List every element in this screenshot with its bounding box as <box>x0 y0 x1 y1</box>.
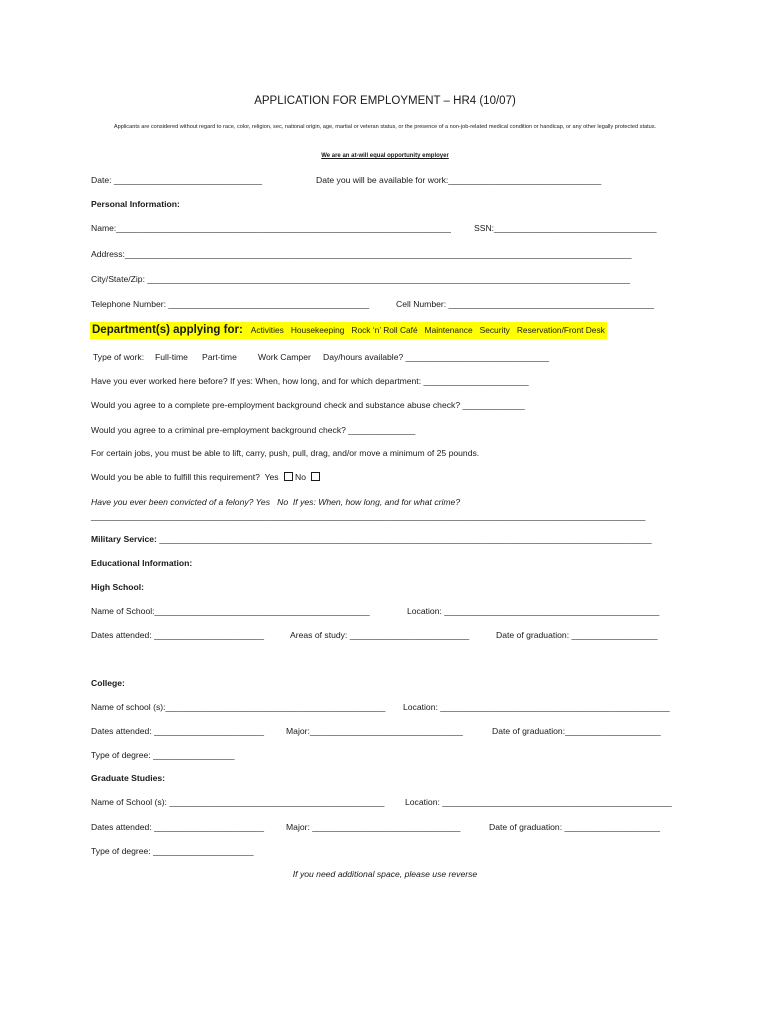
telephone-field[interactable]: Telephone Number: __________________________________________ <box>91 299 370 309</box>
equal-opportunity-notice: Applicants are considered without regard to race, color, religion, sec, national origin, age, martial or veteran status, or the presence of a non-job-related medical condition or handicap, or any other legally protected status. <box>113 124 657 130</box>
dept-option-activities[interactable]: Activities <box>250 325 284 336</box>
college-dates-field[interactable]: Dates attended: _______________________ <box>91 726 264 736</box>
hs-areas-field[interactable]: Areas of study: _________________________ <box>290 630 470 640</box>
date-field[interactable]: Date: _______________________________ <box>91 175 263 185</box>
city-state-zip-field[interactable]: City/State/Zip: _____________________________________________________________________________________________________ <box>91 274 631 284</box>
college-major-field[interactable]: Major:________________________________ <box>286 726 463 736</box>
grad-dates-field[interactable]: Dates attended: _______________________ <box>91 822 264 832</box>
college-degree-field[interactable]: Type of degree: _________________ <box>91 750 235 760</box>
lift-requirement-text: For certain jobs, you must be able to lift, carry, push, pull, drag, and/or move a minimum of 25 pounds. <box>91 448 480 458</box>
address-field[interactable]: Address:__________________________________________________________________________________________________________ <box>91 249 632 259</box>
criminal-check-field[interactable]: Would you agree to a criminal pre-employment background check? ______________ <box>91 425 416 435</box>
department-row <box>90 322 607 339</box>
college-location-field[interactable]: Location: ________________________________________________ <box>403 702 670 712</box>
high-school-heading: High School: <box>91 582 144 592</box>
felony-answer-field[interactable]: ____________________________________________________________________________________________________________________ <box>91 511 646 521</box>
reverse-side-note: If you need additional space, please use reverse <box>292 869 478 879</box>
college-graduation-field[interactable]: Date of graduation:____________________ <box>492 726 661 736</box>
name-field[interactable]: Name:______________________________________________________________________ <box>91 223 451 233</box>
military-service-label: Military Service: <box>91 534 157 544</box>
cell-field[interactable]: Cell Number: ___________________________________________ <box>396 299 655 309</box>
felony-question: Have you ever been convicted of a felony? Yes No If yes: When, how long, and for what crime? <box>91 497 461 507</box>
graduate-heading: Graduate Studies: <box>91 773 166 783</box>
personal-info-heading: Personal Information: <box>91 199 180 209</box>
dept-option-cafe[interactable]: Rock ‘n’ Roll Café <box>351 325 418 336</box>
department-label: Department(s) applying for: <box>90 322 245 339</box>
fulfill-yes-label: Yes <box>264 472 279 482</box>
hours-available-field[interactable]: Day/hours available? ______________________________ <box>323 352 550 362</box>
grad-name-field[interactable]: Name of School (s): _____________________________________________ <box>91 797 385 807</box>
dept-option-maintenance[interactable]: Maintenance <box>424 325 473 336</box>
dept-option-housekeeping[interactable]: Housekeeping <box>290 325 345 336</box>
available-date-field[interactable]: Date you will be available for work:________________________________ <box>316 175 602 185</box>
fulfill-no-checkbox[interactable] <box>311 472 320 481</box>
grad-graduation-field[interactable]: Date of graduation: ____________________ <box>489 822 661 832</box>
military-service-row <box>91 534 652 544</box>
worked-before-field[interactable]: Have you ever worked here before? If yes: When, how long, and for which department: ______________________ <box>91 376 529 386</box>
work-option-part-time[interactable]: Part-time <box>202 352 237 362</box>
ssn-field[interactable]: SSN:__________________________________ <box>474 223 657 233</box>
military-service-field[interactable]: _______________________________________________________________________________________________________ <box>159 534 652 544</box>
dept-option-security[interactable]: Security <box>479 325 510 336</box>
fulfill-yes-checkbox[interactable] <box>284 472 293 481</box>
dept-option-front-desk[interactable]: Reservation/Front Desk <box>516 325 605 336</box>
form-title: APPLICATION FOR EMPLOYMENT – HR4 (10/07) <box>254 95 516 107</box>
type-of-work-label: Type of work: <box>93 352 145 362</box>
hs-dates-field[interactable]: Dates attended: _______________________ <box>91 630 264 640</box>
fulfill-question: Would you be able to fulfill this requirement? <box>91 472 260 482</box>
college-heading: College: <box>91 678 125 688</box>
background-check-field[interactable]: Would you agree to a complete pre-employment background check and substance abuse check? _____________ <box>91 400 525 410</box>
work-option-work-camper[interactable]: Work Camper <box>258 352 311 362</box>
college-name-field[interactable]: Name of school (s):______________________________________________ <box>91 702 386 712</box>
fulfill-no-label: No <box>295 472 306 482</box>
grad-location-field[interactable]: Location: ________________________________________________ <box>405 797 672 807</box>
hs-graduation-field[interactable]: Date of graduation: __________________ <box>496 630 658 640</box>
hs-name-field[interactable]: Name of School:_____________________________________________ <box>91 606 370 616</box>
hs-location-field[interactable]: Location: _____________________________________________ <box>407 606 660 616</box>
grad-degree-field[interactable]: Type of degree: _____________________ <box>91 846 254 856</box>
work-option-full-time[interactable]: Full-time <box>155 352 188 362</box>
education-heading: Educational Information: <box>91 558 193 568</box>
grad-major-field[interactable]: Major: _______________________________ <box>286 822 461 832</box>
department-options <box>243 322 607 339</box>
fulfill-requirement-row <box>91 472 320 482</box>
at-will-statement: We are an at-will equal opportunity employer <box>321 153 449 159</box>
